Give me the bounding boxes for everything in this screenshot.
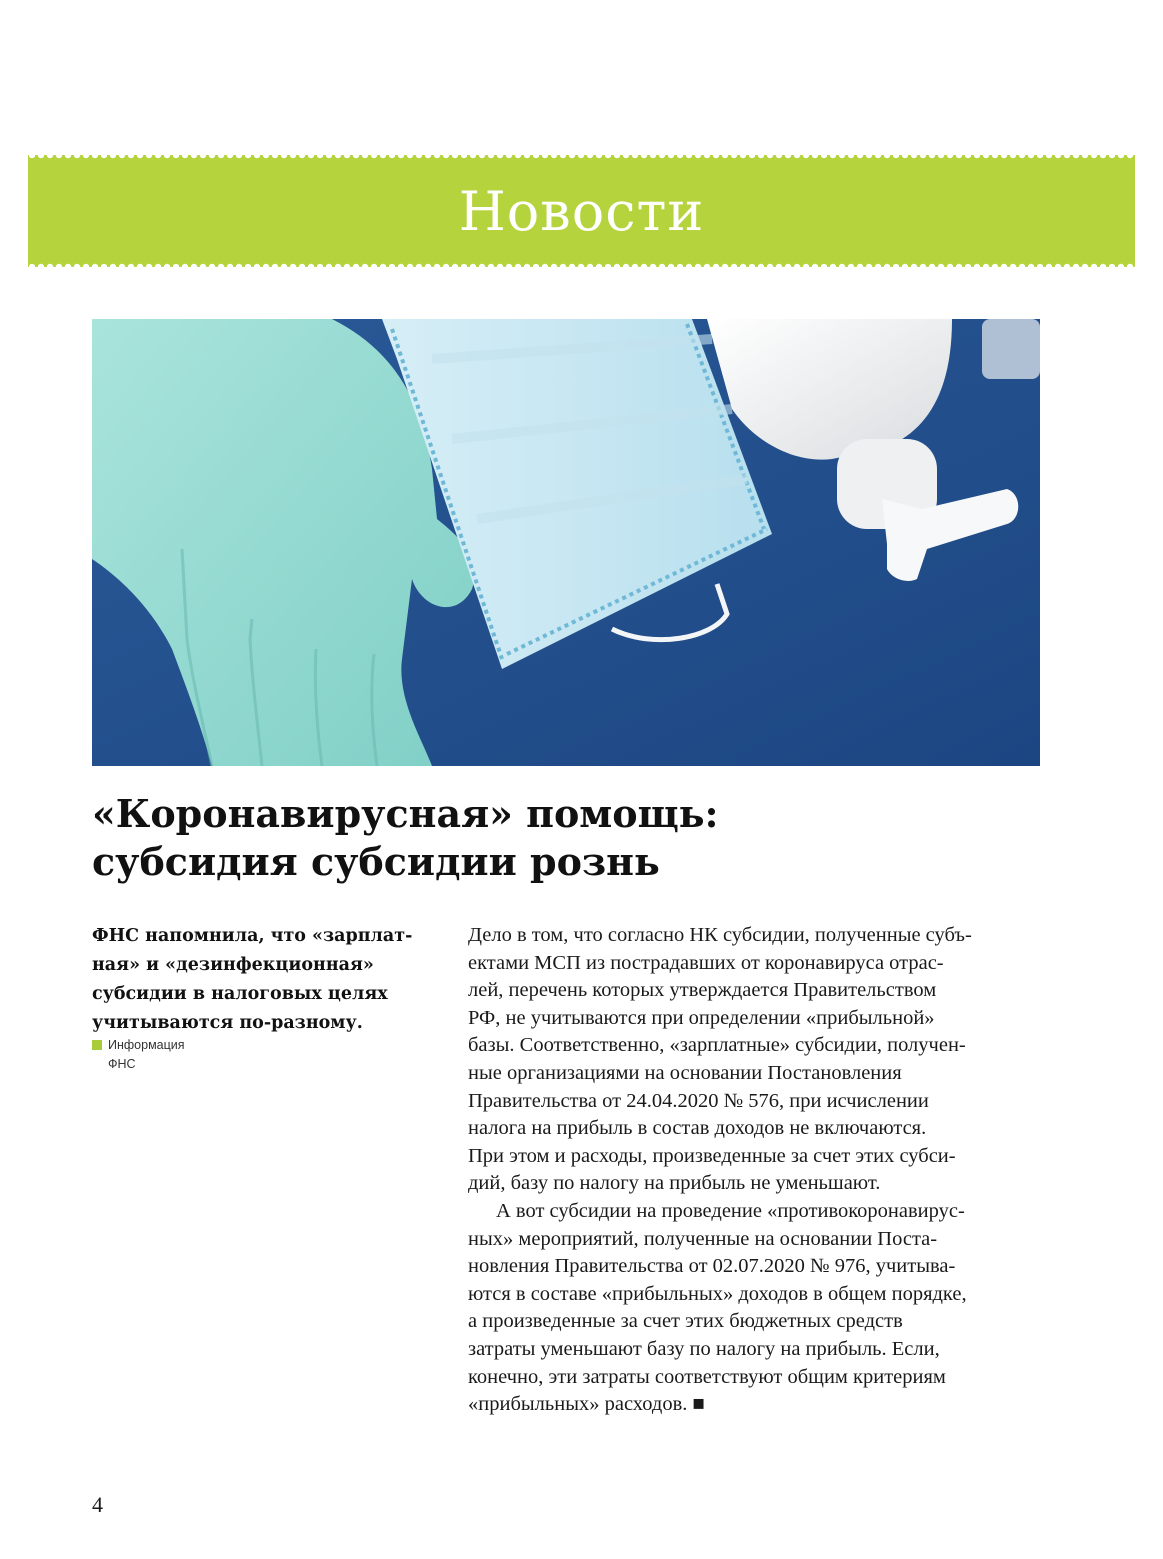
body-line: «прибыльных» расходов. ■ xyxy=(468,1393,705,1416)
page-number: 4 xyxy=(92,1492,103,1517)
body-line: налога на прибыль в состав доходов не включаются. xyxy=(468,1117,927,1140)
body-line: ных» мероприятий, полученные на основании Поста- xyxy=(468,1227,938,1250)
body-line: ектами МСП из пострадавших от коронавируса отрас- xyxy=(468,951,944,974)
body-line: затраты уменьшают базу по налогу на прибыль. Если, xyxy=(468,1337,940,1360)
section-banner xyxy=(28,155,1135,267)
body-line: ные организациями на основании Постановления xyxy=(468,1061,902,1084)
body-line: базы. Соответственно, «зарплатные» субсидии, получен- xyxy=(468,1034,966,1057)
body-line: При этом и расходы, произведенные за счет этих субси- xyxy=(468,1144,956,1167)
section-title: Новости xyxy=(458,179,705,243)
source-note xyxy=(92,1036,292,1074)
lead-line: ная» и «дезинфекционная» xyxy=(92,955,374,975)
vial-shape xyxy=(982,319,1040,379)
article-headline xyxy=(92,790,1052,886)
body-line: Правительства от 24.04.2020 № 576, при исчислении xyxy=(468,1089,929,1112)
headline-line-1: «Коронавирусная» помощь: xyxy=(92,791,719,836)
green-square-icon xyxy=(92,1040,102,1050)
body-line: новления Правительства от 02.07.2020 № 976, учитыва- xyxy=(468,1255,956,1278)
source-label: Информация xyxy=(108,1038,185,1052)
article-photo xyxy=(92,319,1040,766)
body-line: РФ, не учитываются при определении «прибыльной» xyxy=(468,1006,935,1029)
source-org: ФНС xyxy=(108,1057,136,1071)
article-body xyxy=(468,922,1038,1419)
body-line: ются в составе «прибыльных» доходов в общем порядке, xyxy=(468,1282,967,1305)
body-line: а произведенные за счет этих бюджетных средств xyxy=(468,1310,903,1333)
body-line: лей, перечень которых утверждается Правительством xyxy=(468,979,937,1002)
lead-line: субсидии в налоговых целях xyxy=(92,984,388,1004)
lead-line: учитываются по-разному. xyxy=(92,1013,363,1033)
body-line: А вот субсидии на проведение «противокоронавирус- xyxy=(496,1199,965,1222)
article-lead xyxy=(92,922,422,1038)
banner-scalloped-edge-bottom xyxy=(28,263,1135,271)
lead-line: ФНС напомнила, что «зарплат- xyxy=(92,926,413,946)
headline-line-2: субсидия субсидии рознь xyxy=(92,839,660,884)
body-line: конечно, эти затраты соответствуют общим критериям xyxy=(468,1365,946,1388)
body-line: дий, базу по налогу на прибыль не уменьшают. xyxy=(468,1172,881,1195)
body-line: Дело в том, что согласно НК субсидии, полученные субъ- xyxy=(468,924,972,946)
medical-supplies-photo xyxy=(92,319,1040,766)
